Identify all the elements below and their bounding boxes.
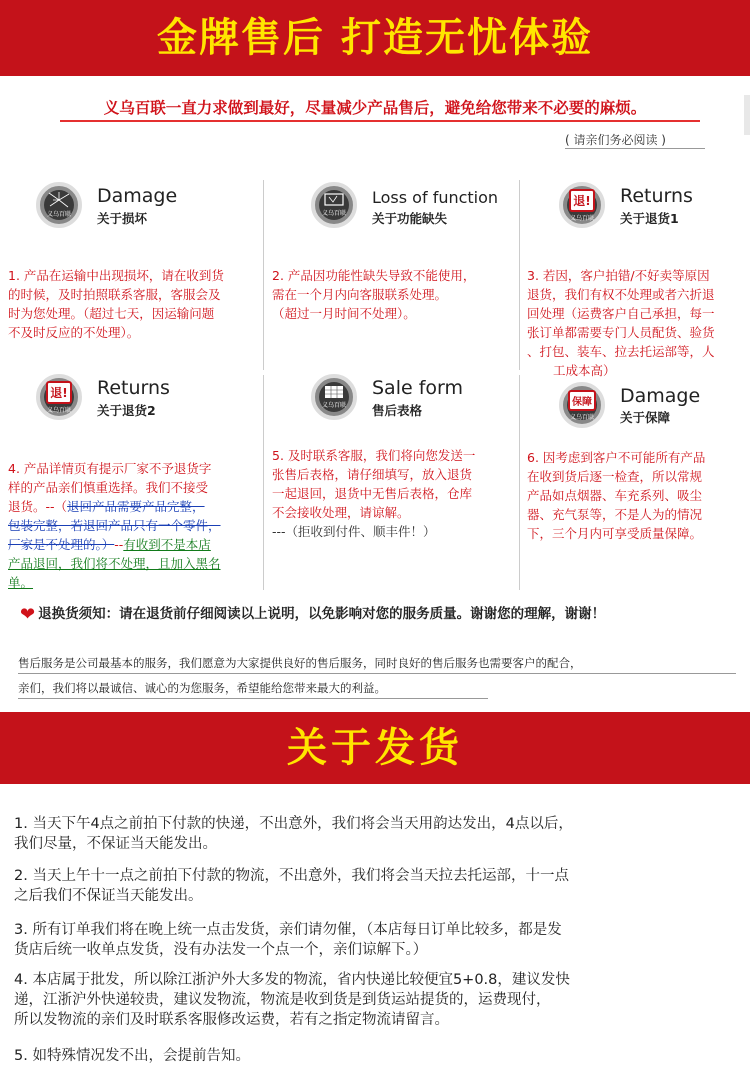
- note-underline-text: 有收到不是本店: [123, 537, 211, 552]
- note-returns-1: [527, 266, 749, 380]
- must-read-text: ( 请亲们务必阅读 ): [565, 133, 666, 147]
- note-underline-text: 产品退回，我们将不处理，且加入黑名: [8, 556, 221, 571]
- note-line: 1. 产品在运输中出现损坏，请在收到货: [8, 268, 224, 283]
- broken-monitor-icon: [311, 182, 357, 228]
- service-underline: [18, 698, 488, 699]
- icon-brand-label: 义乌百联: [321, 210, 346, 217]
- shipping-line: 2. 当天上午十一点之前拍下付款的物流，不出意外，我们将会当天拉去托运部，十一点: [14, 868, 569, 884]
- guarantee-stamp-text: 保障: [568, 390, 596, 411]
- note-line: 时为您处理。（超过七天，因运输问题: [8, 306, 215, 321]
- service-text-line-2: 亲们，我们将以最诚信、诚心的为您服务，希望能给您带来最大的利益。: [18, 681, 386, 695]
- note-line: 不及时反应的不处理）。: [8, 325, 140, 340]
- icon-brand-label: 义乌百联: [569, 413, 594, 421]
- intro-underline: [60, 120, 700, 122]
- note-line: （超过一月时间不处理）。: [272, 306, 416, 321]
- shipping-line: 1. 当天下午4点之前拍下付款的快递，不出意外，我们将会当天用韵达发出，4点以后，: [14, 816, 573, 832]
- note-line: 6. 因考虑到客户不可能所有产品: [527, 450, 706, 465]
- note-line: 退货，我们有权不处理或者六折退: [527, 287, 715, 302]
- shipping-banner-title: 关于发货: [0, 712, 750, 784]
- icon-brand-label: 义乌百联: [321, 402, 346, 409]
- intro-text: 义乌百联一直力求做到最好，尽量减少产品售后，避免给您带来不必要的麻烦。: [103, 99, 647, 117]
- return-stamp-icon: [559, 182, 605, 228]
- note-line: 工成本高）: [553, 363, 616, 378]
- note-line: 2. 产品因功能性缺失导致不能使用，: [272, 268, 476, 283]
- block-title-damage: Damage: [97, 185, 178, 207]
- icon-brand-label: 义乌百联: [46, 406, 71, 414]
- guarantee-stamp-icon: [559, 382, 605, 428]
- shipping-line: 货店后统一收单点发货，没有办法发一个点一个，亲们谅解下。）: [14, 942, 428, 958]
- note-dash: --: [114, 537, 124, 552]
- note-line: 张订单都需要专门人员配货、验货: [527, 325, 715, 340]
- block-title-damage-guarantee: Damage: [620, 385, 701, 407]
- shipping-line: 4. 本店属于批发，所以除江浙沪外大多发的物流，省内快递比较便宜5+0.8，建议发快: [14, 972, 570, 988]
- shipping-item-3: [14, 920, 734, 960]
- return-stamp-text: 退!: [569, 189, 594, 212]
- note-line: 的时候，及时拍照联系客服，客服会及: [8, 287, 221, 302]
- cracked-glass-icon: [36, 182, 82, 228]
- block-title-returns-2: Returns: [97, 377, 170, 399]
- note-line: 样的产品亲们慎重选择。我们不接受: [8, 480, 209, 495]
- block-subtitle-sale-form: 售后表格: [372, 403, 423, 418]
- return-notice: [20, 602, 750, 625]
- shipping-line: 我们尽量，不保证当天能发出。: [14, 836, 217, 852]
- heart-icon: ❤: [20, 604, 36, 625]
- note-line: 产品如点烟器、车充系列、吸尘: [527, 488, 703, 503]
- block-subtitle-damage: 关于损坏: [97, 211, 148, 226]
- note-line: 张售后表格，请仔细填写，放入退货: [272, 467, 473, 482]
- block-subtitle-guarantee: 关于保障: [620, 410, 671, 425]
- icon-brand-label: 义乌百联: [569, 214, 594, 222]
- note-line: 回处理（运费客户自己承担，每一: [527, 306, 715, 321]
- note-damage: [8, 266, 260, 342]
- note-strike-text: 包装完整，若退回产品只有一个零件，: [8, 518, 221, 533]
- note-line: 不会接收处理，请谅解。: [272, 505, 410, 520]
- shipping-line: 3. 所有订单我们将在晚上统一点击发货，亲们请勿催，（本店每日订单比较多，都是发: [14, 922, 562, 938]
- form-sheet-icon: [311, 374, 357, 420]
- return-stamp-icon: [36, 374, 82, 420]
- block-subtitle-returns-2: 关于退货2: [97, 403, 156, 418]
- column-divider: [519, 180, 520, 370]
- scroll-marker: [744, 95, 750, 135]
- shipping-item-1: [14, 814, 734, 854]
- note-sale-form: [272, 446, 517, 541]
- icon-brand-label: 义乌百联: [46, 211, 71, 218]
- block-title-loss-of-function: Loss of function: [372, 188, 499, 207]
- column-divider: [519, 375, 520, 590]
- note-line: 3. 若因，客户拍错/不好卖等原因: [527, 268, 710, 283]
- note-line: 一起退回，退货中无售后表格，仓库: [272, 486, 473, 501]
- block-title-returns-1: Returns: [620, 185, 693, 207]
- shipping-item-2: [14, 866, 734, 906]
- note-strike-text: 厂家是不处理的。）: [8, 537, 115, 552]
- column-divider: [263, 375, 264, 590]
- note-returns-2: [8, 459, 260, 592]
- block-subtitle-loss-of-function: 关于功能缺失: [372, 211, 448, 226]
- note-line: 下，三个月内可享受质量保障。: [527, 526, 703, 541]
- shipping-item-5: [14, 1046, 734, 1066]
- note-line: 4. 产品详情页有提示厂家不予退货字: [8, 461, 212, 476]
- must-read-underline: [565, 148, 705, 149]
- note-guarantee: [527, 448, 749, 543]
- service-underline: [18, 673, 736, 674]
- service-text-line-1: 售后服务是公司最基本的服务，我们愿意为大家提供良好的售后服务，同时良好的售后服务也需要客户的配合，: [18, 656, 582, 670]
- note-line: 、打包、装车、拉去托运部等，人: [527, 344, 715, 359]
- block-subtitle-returns-1: 关于退货1: [620, 211, 679, 226]
- return-notice-text: 退换货须知：请在退货前仔细阅读以上说明，以免影响对您的服务质量。谢谢您的理解，谢谢！: [38, 606, 606, 622]
- note-line: 退货。--（: [8, 499, 68, 514]
- column-divider: [263, 180, 264, 370]
- shipping-item-4: [14, 970, 734, 1030]
- note-underline-text: 单。: [8, 575, 34, 590]
- note-line: 器、充气泵等，不是人为的情况: [527, 507, 703, 522]
- shipping-line: 之后我们不保证当天能发出。: [14, 888, 203, 904]
- shipping-line: 所以发物流的亲们及时联系客服修改运费，若有之指定物流请留言。: [14, 1012, 449, 1028]
- note-line: ---（拒收到付件、顺丰件！）: [272, 524, 436, 539]
- note-line: 在收到货后逐一检查，所以常规: [527, 469, 703, 484]
- shipping-line: 递，江浙沪外快递较贵，建议发物流，物流是收到货是到货运站提货的，运费现付，: [14, 992, 551, 1008]
- shipping-line: 5. 如特殊情况发不出，会提前告知。: [14, 1048, 250, 1064]
- block-title-sale-form: Sale form: [372, 377, 464, 399]
- note-line: 需在一个月内向客服联系处理。: [272, 287, 448, 302]
- note-line: 5. 及时联系客服，我们将向您发送一: [272, 448, 476, 463]
- note-loss-of-function: [272, 266, 517, 323]
- return-stamp-text: 退!: [46, 381, 71, 404]
- top-banner-title: 金牌售后 打造无忧体验: [0, 0, 750, 76]
- note-strike-text: 退回产品需要产品完整，: [67, 499, 205, 514]
